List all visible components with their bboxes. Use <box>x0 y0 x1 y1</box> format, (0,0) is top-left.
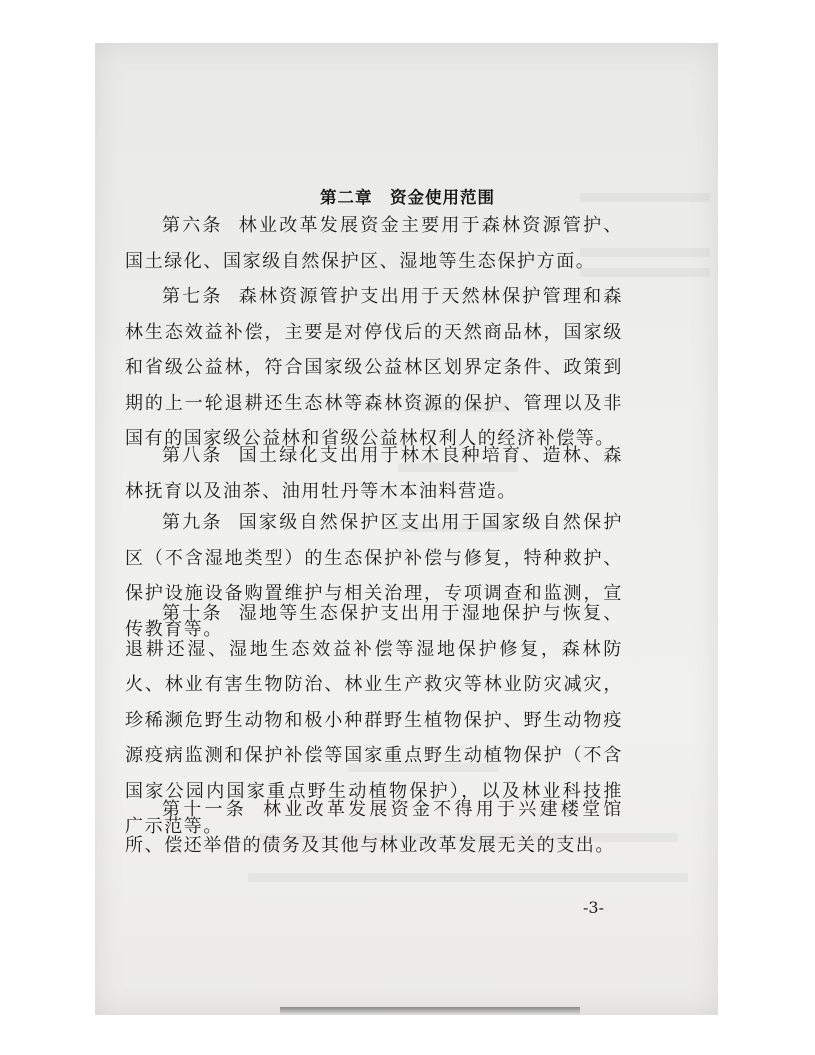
article-11 <box>125 792 623 863</box>
article-number: 第六条 <box>162 215 223 236</box>
article-text: 林业改革发展资金主要用于森林资源管护、国土绿化、国家级自然保护区、湿地等生态保护方面。 <box>125 215 623 272</box>
article-text: 林业改革发展资金不得用于兴建楼堂馆所、偿还举借的债务及其他与林业改革发展无关的支出。 <box>125 799 623 856</box>
article-6 <box>125 208 623 279</box>
article-8 <box>125 438 623 509</box>
chapter-title: 第二章 资金使用范围 <box>320 188 495 207</box>
article-number: 第七条 <box>162 286 223 307</box>
article-number: 第八条 <box>162 445 223 466</box>
article-number: 第十一条 <box>162 799 248 820</box>
article-text: 国家级自然保护区支出用于国家级自然保护区（不含湿地类型）的生态保护补偿与修复，特种救护、保护设施设备购置维护与相关治理，专项调查和监测，宣传教育等。 <box>125 512 623 640</box>
bleed-through-mark <box>248 873 688 882</box>
article-7 <box>125 279 623 457</box>
article-text: 国土绿化支出用于林木良种培育、造林、森林抚育以及油茶、油用牡丹等木本油料营造。 <box>125 445 623 502</box>
article-text: 森林资源管护支出用于天然林保护管理和森林生态效益补偿，主要是对停伐后的天然商品林，国家级和省级公益林，符合国家级公益林区划界定条件、政策到期的上一轮退耕还生态林等森林资源的保护、管理以及非国有的国家级公益林和省级公益林权利人的经济补偿等。 <box>125 286 623 449</box>
page-number: -3- <box>583 898 604 917</box>
article-text: 湿地等生态保护支出用于湿地保护与恢复、退耕还湿、湿地生态效益补偿等湿地保护修复，森林防火、林业有害生物防治、林业生产救灾等林业防灾减灾，珍稀濒危野生动物和极小种群野生植物保护、野生动物疫源疫病监测和保护补偿等国家重点野生动植物保护（不含国家公园内国家重点野生动植物保护），以及林业科技推广示范等。 <box>125 603 623 837</box>
scan-edge-shadow <box>280 1007 580 1015</box>
article-number: 第九条 <box>162 512 223 533</box>
article-number: 第十条 <box>162 603 223 624</box>
